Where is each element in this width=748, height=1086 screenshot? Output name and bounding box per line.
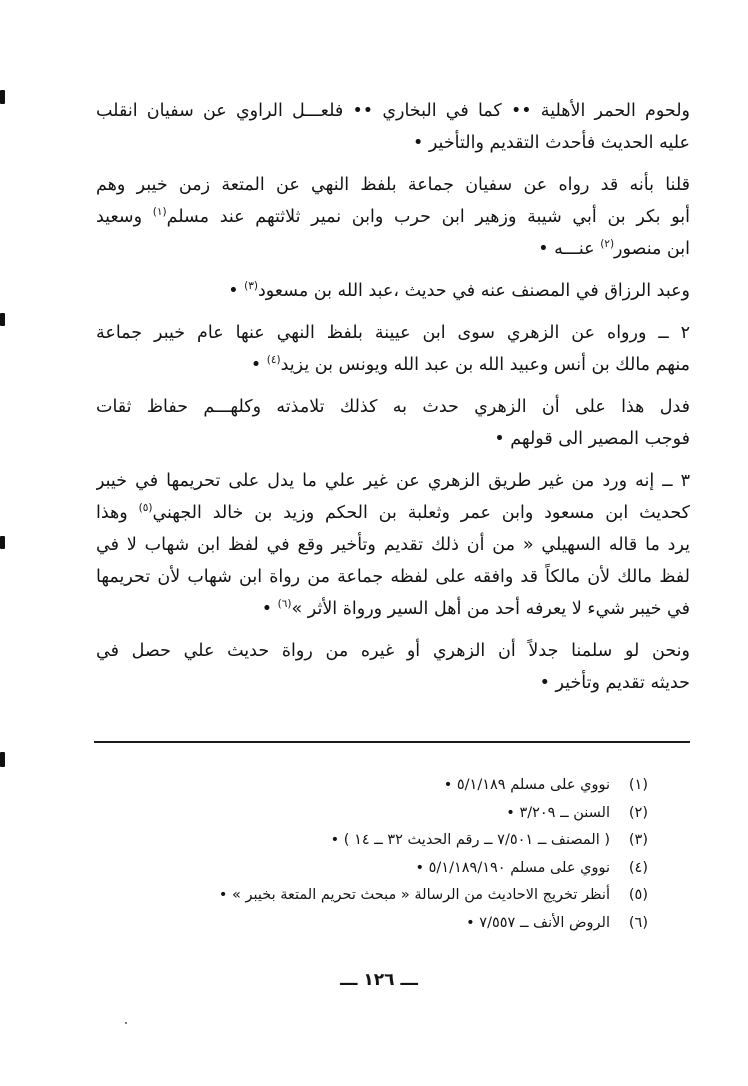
footnote [88, 910, 648, 938]
line-text: ٢ ــ ورواه عن الزهري سوى ابن عيينة بلفظ النهي عنها عام خيبر جماعة [96, 323, 690, 343]
text-line [96, 391, 690, 423]
footnote-text: الروض الأنف ــ ٧/٥٥٧ • [466, 914, 610, 931]
footnote-number: (٢) [628, 804, 648, 821]
footnote [88, 772, 648, 800]
footnote [88, 882, 648, 910]
text-line [96, 561, 690, 593]
text-line [96, 127, 690, 159]
line-text: يرد ما قاله السهيلي « من أن ذلك تقديم وتأخير وقع في لفظ ابن شهاب لا في [96, 535, 690, 555]
line-text: كحديث ابن مسعود وابن عمر وثعلبة بن الحكم وزيد بن خالد الجهني [152, 503, 690, 523]
text-line [96, 275, 690, 307]
line-text: أبو بكر بن أبي شيبة وزهير ابن حرب وابن نمير ثلاثتهم عند مسلم [166, 207, 690, 227]
line-text: لفظ مالك لأن مالكاً قد وافقه على لفظه جماعة من رواة ابن شهاب لأن تحريمها [96, 567, 690, 587]
line-text: فوجب المصير الى قولهم • [494, 429, 690, 449]
text-line [96, 201, 690, 233]
text-line [96, 95, 690, 127]
footnote-text: أنظر تخريج الاحاديث من الرسالة « مبحث تحريم المتعة بخيبر » • [218, 887, 610, 903]
paragraph-gap [96, 159, 690, 169]
line-text-continued: • [261, 599, 278, 619]
paragraph-gap [96, 307, 690, 317]
text-line [96, 317, 690, 349]
paragraph-gap [96, 381, 690, 391]
line-text: قلنا بأنه قد رواه عن سفيان جماعة بلفظ النهي عن المتعة زمن خيبر وهم [96, 175, 690, 195]
scan-edge-mark [0, 90, 5, 104]
line-text-continued: وهذا [96, 503, 139, 523]
line-text-continued: وسعيد [96, 207, 153, 227]
line-text-continued: • [228, 281, 245, 301]
footnote-number: (٦) [628, 914, 648, 931]
footnote-reference: (٢) [600, 238, 615, 251]
footnote [88, 827, 648, 855]
footnote-text: نووي على مسلم ٥/١/١٨٩ • [443, 777, 610, 793]
footnote-separator [94, 741, 690, 743]
line-text: ولحوم الحمر الأهلية •• كما في البخاري •• فلعـــل الراوي عن سفيان انقلب [96, 101, 690, 121]
scan-speck [125, 1022, 127, 1024]
paragraph-gap [96, 265, 690, 275]
scan-edge-mark [0, 536, 5, 549]
text-line [96, 423, 690, 455]
footnote-reference: (٤) [266, 354, 281, 367]
paragraph-gap [96, 455, 690, 465]
line-text: منهم مالك بن أنس وعبيد الله بن عبد الله ويونس بن يزيد [280, 355, 690, 375]
scan-edge-mark [0, 752, 5, 767]
footnote-reference: (٦) [277, 598, 292, 611]
line-text: فدل هذا على أن الزهري حدث به كذلك تلامذته وكلهـــم حفاظ ثقات [96, 397, 690, 417]
footnote-number: (١) [628, 777, 648, 793]
text-line [96, 233, 690, 265]
footnotes-block [88, 772, 648, 937]
line-text: حديثه تقديم وتأخير • [539, 673, 690, 693]
line-text: ونحن لو سلمنا جدلاً أن الزهري أو غيره من رواة حديث علي حصل في [96, 641, 690, 661]
footnote-number: (٥) [628, 887, 648, 903]
footnote-text: السنن ــ ٣/٢٠٩ • [506, 804, 610, 821]
line-text: في خيبر شيء لا يعرفه أحد من أهل السير ورواة الأثر » [291, 599, 690, 619]
footnote-number: (٤) [628, 859, 648, 876]
footnote-reference: (٣) [244, 280, 258, 293]
text-line [96, 465, 690, 497]
footnote-text: نووي على مسلم ٥/١/١٨٩/١٩٠ • [415, 859, 610, 876]
line-text-continued: عنـــه • [538, 239, 601, 259]
line-text: وعبد الرزاق في المصنف عنه في حديث ،عبد الله بن مسعود [257, 281, 690, 301]
main-text-block [96, 95, 690, 699]
line-text: ٣ ــ إنه ورد من غير طريق الزهري عن غير علي ما يدل على تحريمها في خيبر [96, 471, 690, 491]
text-line [96, 529, 690, 561]
footnote-text: ( المصنف ــ ٧/٥٠١ ــ رقم الحديث ٣٢ ــ ١٤ ) • [330, 832, 610, 848]
text-line [96, 667, 690, 699]
page-number: ـــ ١٢٦ ـــ [340, 970, 418, 990]
text-line [96, 349, 690, 381]
line-text: عليه الحديث فأحدث التقديم والتأخير • [413, 133, 690, 153]
footnote-reference: (٥) [138, 502, 153, 515]
text-line [96, 635, 690, 667]
text-line [96, 497, 690, 529]
footnote-number: (٣) [628, 832, 648, 848]
footnote [88, 800, 648, 828]
paragraph-gap [96, 625, 690, 635]
line-text: ابن منصور [614, 239, 690, 259]
scan-edge-mark [0, 313, 5, 326]
footnote [88, 855, 648, 883]
text-line [96, 169, 690, 201]
footnote-reference: (١) [152, 206, 167, 219]
text-line [96, 593, 690, 625]
line-text-continued: • [250, 355, 267, 375]
